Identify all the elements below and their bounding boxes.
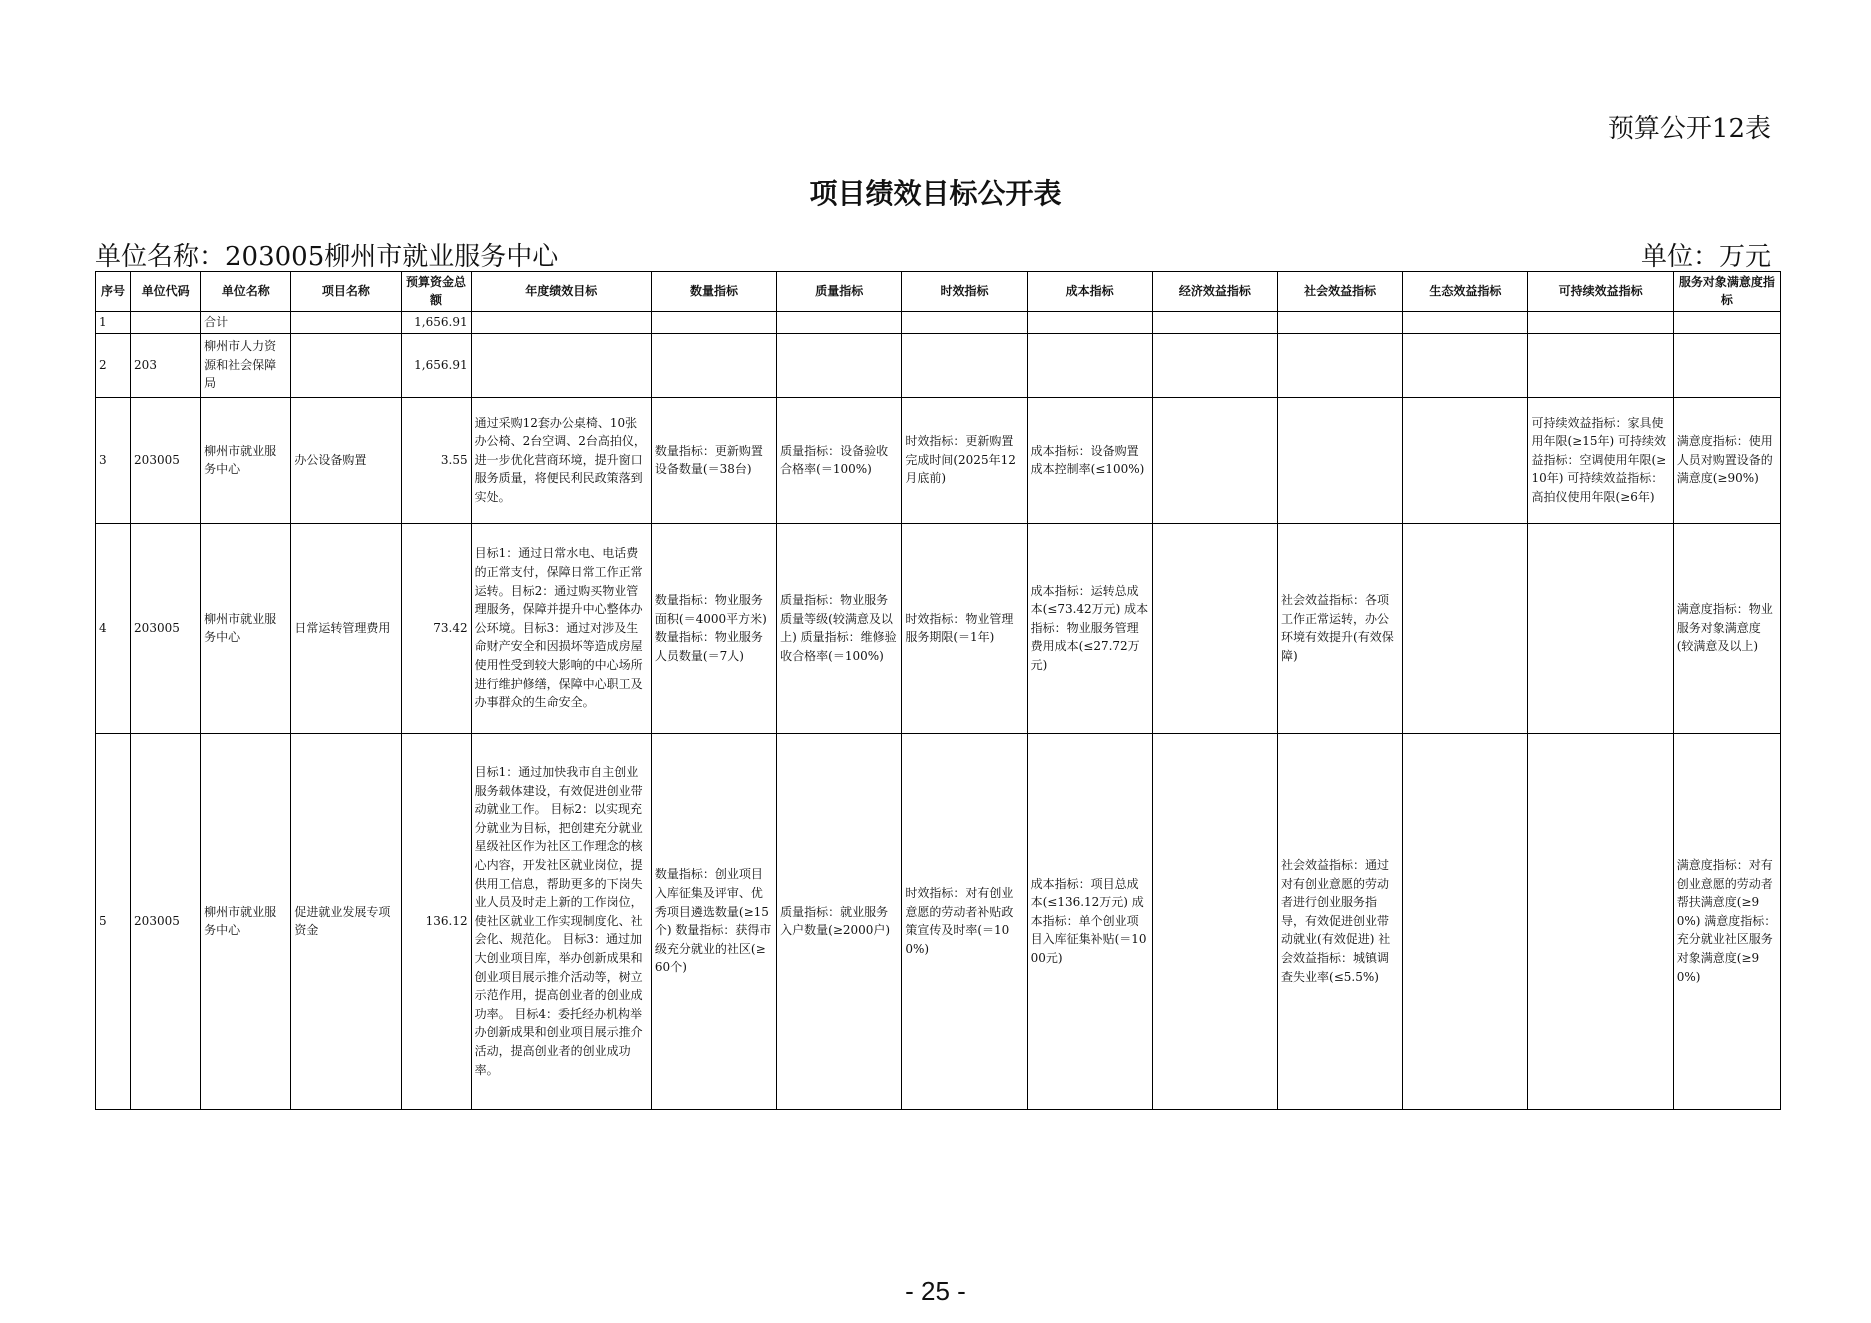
column-header: 年度绩效目标 <box>471 272 651 312</box>
table-cell: 5 <box>96 733 131 1109</box>
table-cell: 可持续效益指标：家具使用年限(≥15年) 可持续效益指标：空调使用年限(≥10年) 可持续效益指标：高拍仪使用年限(≥6年) <box>1528 397 1673 523</box>
table-cell <box>1403 333 1528 397</box>
performance-target-table <box>95 271 1781 1110</box>
table-cell: 2 <box>96 333 131 397</box>
table-cell <box>471 312 651 334</box>
table-cell <box>1152 397 1277 523</box>
table-cell <box>902 333 1027 397</box>
table-cell <box>1403 312 1528 334</box>
table-cell <box>1152 312 1277 334</box>
column-header: 服务对象满意度指标 <box>1673 272 1780 312</box>
table-cell <box>1403 397 1528 523</box>
table-row <box>96 733 1781 1109</box>
table-cell: 203005 <box>131 733 201 1109</box>
table-cell: 促进就业发展专项资金 <box>291 733 401 1109</box>
table-cell <box>1403 733 1528 1109</box>
column-header: 单位代码 <box>131 272 201 312</box>
column-header: 预算资金总额 <box>401 272 471 312</box>
column-header: 可持续效益指标 <box>1528 272 1673 312</box>
form-number: 预算公开12表 <box>1607 114 1771 144</box>
table-cell <box>1673 333 1780 397</box>
table-cell <box>1152 333 1277 397</box>
column-header: 时效指标 <box>902 272 1027 312</box>
table-cell <box>291 312 401 334</box>
table-cell: 日常运转管理费用 <box>291 523 401 733</box>
table-cell: 合计 <box>201 312 291 334</box>
table-cell: 社会效益指标：通过对有创业意愿的劳动者进行创业服务指导，有效促进创业带动就业(有效促进) 社会效益指标：城镇调查失业率(≤5.5%) <box>1278 733 1403 1109</box>
table-cell: 柳州市就业服务中心 <box>201 733 291 1109</box>
table-cell: 数量指标：更新购置设备数量(＝38台) <box>651 397 776 523</box>
table-cell: 1 <box>96 312 131 334</box>
table-cell <box>131 312 201 334</box>
table-cell: 社会效益指标：各项工作正常运转，办公环境有效提升(有效保障) <box>1278 523 1403 733</box>
table-cell: 时效指标：更新购置完成时间(2025年12月底前) <box>902 397 1027 523</box>
column-header: 数量指标 <box>651 272 776 312</box>
table-cell <box>1673 312 1780 334</box>
table-row <box>96 333 1781 397</box>
table-cell <box>1027 333 1152 397</box>
table-cell: 73.42 <box>401 523 471 733</box>
table-cell: 数量指标：物业服务面积(＝4000平方米) 数量指标：物业服务人员数量(＝7人) <box>651 523 776 733</box>
column-header: 单位名称 <box>201 272 291 312</box>
column-header: 生态效益指标 <box>1403 272 1528 312</box>
table-row <box>96 312 1781 334</box>
table-cell: 成本指标：项目总成本(≤136.12万元) 成本指标：单个创业项目入库征集补贴(＝1000元) <box>1027 733 1152 1109</box>
column-header: 经济效益指标 <box>1152 272 1277 312</box>
table-cell: 满意度指标：对有创业意愿的劳动者帮扶满意度(≥90%) 满意度指标：充分就业社区服务对象满意度(≥90%) <box>1673 733 1780 1109</box>
table-cell: 136.12 <box>401 733 471 1109</box>
table-cell: 成本指标：运转总成本(≤73.42万元) 成本指标：物业服务管理费用成本(≤27.72万元) <box>1027 523 1152 733</box>
table-cell: 4 <box>96 523 131 733</box>
table-cell <box>902 312 1027 334</box>
table-cell: 通过采购12套办公桌椅、10张办公椅、2台空调、2台高拍仪，进一步优化营商环境，提升窗口服务质量，将便民利民政策落到实处。 <box>471 397 651 523</box>
table-cell: 1,656.91 <box>401 312 471 334</box>
table-cell <box>651 333 776 397</box>
table-row <box>96 397 1781 523</box>
table-cell: 203 <box>131 333 201 397</box>
table-cell: 203005 <box>131 397 201 523</box>
page-number: - 25 - <box>905 1276 966 1306</box>
table-cell: 柳州市人力资源和社会保障局 <box>201 333 291 397</box>
table-cell <box>291 333 401 397</box>
table-cell <box>1152 733 1277 1109</box>
table-header-row <box>96 272 1781 312</box>
table-cell: 1,656.91 <box>401 333 471 397</box>
table-cell: 3 <box>96 397 131 523</box>
column-header: 项目名称 <box>291 272 401 312</box>
table-cell: 成本指标：设备购置成本控制率(≤100%) <box>1027 397 1152 523</box>
table-cell <box>471 333 651 397</box>
table-cell: 质量指标：物业服务质量等级(较满意及以上) 质量指标：维修验收合格率(＝100%) <box>777 523 902 733</box>
table-cell <box>1528 312 1673 334</box>
unit-name-label: 单位名称：203005柳州市就业服务中心 <box>95 242 559 272</box>
table-cell: 203005 <box>131 523 201 733</box>
table-cell <box>777 312 902 334</box>
table-cell: 3.55 <box>401 397 471 523</box>
table-cell <box>1278 312 1403 334</box>
column-header: 社会效益指标 <box>1278 272 1403 312</box>
table-cell: 目标1：通过日常水电、电话费的正常支付，保障日常工作正常运转。目标2：通过购买物业管理服务，保障并提升中心整体办公环境。目标3：通过对涉及生命财产安全和因损坏等造成房屋使用性受到较大影响的中心场所进行维护修缮，保障中心职工及办事群众的生命安全。 <box>471 523 651 733</box>
table-cell <box>1528 733 1673 1109</box>
table-cell <box>1278 333 1403 397</box>
table-cell: 目标1：通过加快我市自主创业服务载体建设，有效促进创业带动就业工作。 目标2：以实现充分就业为目标，把创建充分就业星级社区作为社区工作理念的核心内容，开发社区就业岗位，提供用工信息，帮助更多的下岗失业人员及时走上新的工作岗位，使社区就业工作实现制度化、社会化、规范化。 目标3：通过加大创业项目库，举办创新成果和创业项目展示推介活动等，树立示范作用，提高创业者的创业成功率。 目标4：委托经办机构举办创新成果和创业项目展示推介活动，提高创业者的创业成功率。 <box>471 733 651 1109</box>
table-cell: 质量指标：设备验收合格率(＝100%) <box>777 397 902 523</box>
column-header: 成本指标 <box>1027 272 1152 312</box>
column-header: 序号 <box>96 272 131 312</box>
table-cell <box>1528 523 1673 733</box>
table-cell: 柳州市就业服务中心 <box>201 523 291 733</box>
table-cell: 柳州市就业服务中心 <box>201 397 291 523</box>
page-title: 项目绩效目标公开表 <box>809 177 1062 210</box>
table-cell: 时效指标：对有创业意愿的劳动者补贴政策宣传及时率(＝100%) <box>902 733 1027 1109</box>
table-cell: 办公设备购置 <box>291 397 401 523</box>
table-cell <box>651 312 776 334</box>
table-cell: 时效指标：物业管理服务期限(＝1年) <box>902 523 1027 733</box>
table-cell <box>777 333 902 397</box>
table-row <box>96 523 1781 733</box>
table-cell: 满意度指标：物业服务对象满意度(较满意及以上) <box>1673 523 1780 733</box>
table-cell <box>1278 397 1403 523</box>
table-cell <box>1528 333 1673 397</box>
table-cell: 数量指标：创业项目入库征集及评审、优秀项目遴选数量(≥15个) 数量指标：获得市级充分就业的社区(≥60个) <box>651 733 776 1109</box>
table-cell <box>1152 523 1277 733</box>
table-cell <box>1403 523 1528 733</box>
column-header: 质量指标 <box>777 272 902 312</box>
table-cell: 满意度指标：使用人员对购置设备的满意度(≥90%) <box>1673 397 1780 523</box>
table-cell: 质量指标：就业服务入户数量(≥2000户) <box>777 733 902 1109</box>
currency-unit-label: 单位：万元 <box>1640 242 1771 272</box>
table-cell <box>1027 312 1152 334</box>
